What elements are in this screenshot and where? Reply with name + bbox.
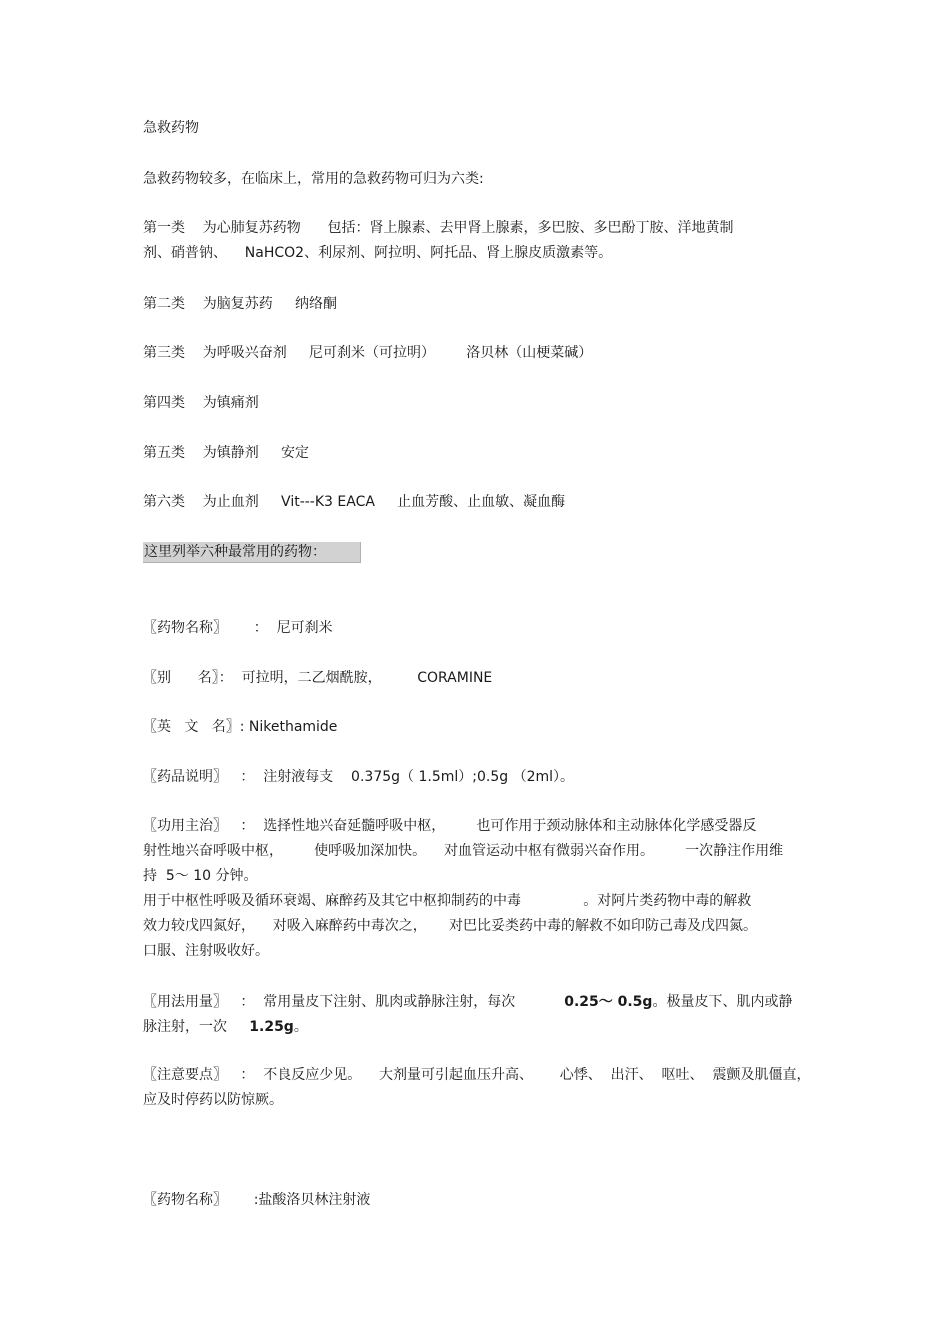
category-5: 第五类 为镇静剂 安定 [143,445,310,461]
category-4: 第四类 为镇痛剂 [143,395,259,411]
drug1-caution-line-1: 〖注意要点〗 ： 不良反应少见。 大剂量可引起血压升高、 心悸、 出汗、 呕吐、 震颤及肌僵直， [143,1067,811,1083]
drug1-indication-line-2: 射性地兴奋呼吸中枢， 使呼吸加深加快。 对血管运动中枢有微弱兴奋作用。 一次静注作用维 [143,843,784,859]
highlight-text: 这里列举六种最常用的药物： [144,544,326,560]
dosage-amount: 0.25～ 0.5g [564,994,653,1010]
drug1-name: 〖药物名称〗 ： 尼可刹米 [143,620,333,636]
drug1-alias: 〖别 名〗： 可拉明，二乙烟酰胺， CORAMINE [143,670,493,686]
drug1-indication-line-1: 〖功用主治〗 ： 选择性地兴奋延髓呼吸中枢， 也可作用于颈动脉体和主动脉体化学感受器反 [143,818,757,834]
dosage-max-amount: 1.25g [249,1019,294,1035]
drug1-indication-line-5: 效力较戊四氮好， 对吸入麻醉药中毒次之， 对巴比妥类药中毒的解救不如印防己毒及戊四氮。 [143,918,758,934]
drug1-spec: 〖药品说明〗 ： 注射液每支 0.375g（ 1.5ml）;0.5g （2ml）。 [143,769,575,785]
drug1-dosage-line-1 [143,993,792,1011]
category-6: 第六类 为止血剂 Vit---K3 EACA 止血芳酸、止血敏、凝血酶 [143,494,566,510]
doc-title: 急救药物 [143,120,199,136]
dosage-end: 。 [293,1019,308,1035]
drug1-indication-line-3: 持 5～ 10 分钟。 [143,868,258,884]
drug1-indication-line-6: 口服、注射吸收好。 [143,943,269,959]
category-1-line-2: 剂、硝普钠、 NaHCO2、利尿剂、阿拉明、阿托品、肾上腺皮质激素等。 [143,245,613,261]
intro-paragraph: 急救药物较多，在临床上，常用的急救药物可归为六类: [143,171,484,187]
category-3: 第三类 为呼吸兴奋剂 尼可刹米（可拉明） 洛贝林（山梗菜碱） [143,345,593,361]
drug1-english-name: 〖英 文 名〗: Nikethamide [143,719,338,735]
dosage-text: 脉注射，一次 [143,1019,250,1035]
drug1-caution-line-2: 应及时停药以防惊厥。 [143,1092,283,1108]
category-1-line-1: 第一类 为心肺复苏药物 包括：肾上腺素、去甲肾上腺素，多巴胺、多巴酚丁胺、洋地黄制 [143,220,734,236]
category-2: 第二类 为脑复苏药 纳络酮 [143,296,338,312]
drug2-name: 〖药物名称〗 :盐酸洛贝林注射液 [143,1192,371,1208]
dosage-text: 〖用法用量〗 ： 常用量皮下注射、肌肉或静脉注射，每次 [143,994,565,1010]
drug1-dosage-line-2 [143,1018,308,1036]
dosage-text-cont: 。极量皮下、肌内或静 [652,994,793,1010]
drug1-indication-line-4: 用于中枢性呼吸及循环衰竭、麻醉药及其它中枢抑制药的中毒 。对阿片类药物中毒的解救 [143,893,752,909]
